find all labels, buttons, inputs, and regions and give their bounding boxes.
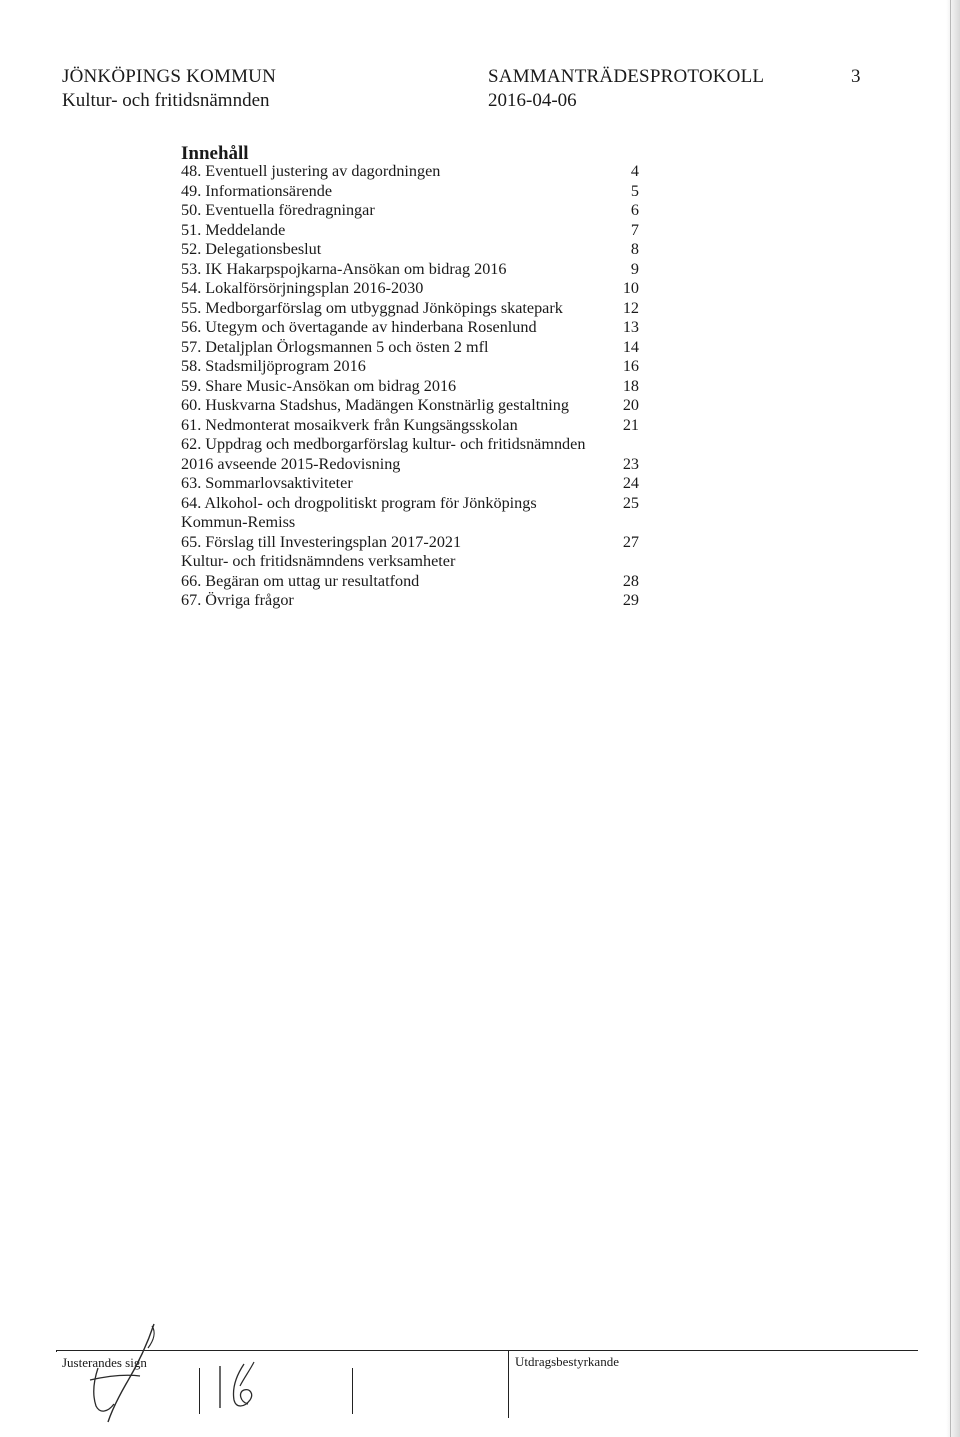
- toc-item-page: 8: [630, 240, 639, 258]
- footer-rule: [56, 1350, 918, 1351]
- toc-item-page: 23: [622, 454, 639, 473]
- signature-label: Justerandes sign: [62, 1355, 147, 1370]
- toc-item-title: 66. Begäran om uttag ur resultatfond: [181, 571, 420, 590]
- toc-item-title: 54. Lokalförsörjningsplan 2016-2030: [181, 279, 424, 297]
- toc-item: [181, 201, 651, 221]
- toc-item-title: 63. Sommarlovsaktiviteter: [181, 474, 353, 492]
- toc-item-title: 67. Övriga frågor: [181, 591, 294, 609]
- toc-item-title: 61. Nedmonterat mosaikverk från Kungsängsskolan: [181, 415, 518, 434]
- toc-item: [181, 221, 651, 241]
- toc-item-title: 51. Meddelande: [181, 220, 286, 239]
- toc-item-page: 29: [622, 591, 639, 609]
- toc-item-title: 52. Delegationsbeslut: [181, 240, 322, 258]
- toc-item-title: 65. Förslag till Investeringsplan 2017-2021: [181, 532, 462, 551]
- handwritten-signature-1: [68, 1318, 178, 1428]
- footer-divider-3: [508, 1350, 509, 1418]
- toc-heading: Innehåll: [181, 143, 249, 164]
- toc-item-page: 18: [622, 376, 639, 395]
- toc-item-page: 5: [630, 181, 639, 200]
- toc-item-title: 50. Eventuella föredragningar: [181, 201, 375, 219]
- toc-item-page: 12: [622, 298, 639, 317]
- toc-item-title: 58. Stadsmiljöprogram 2016: [181, 357, 366, 375]
- toc-item-page: 21: [622, 415, 639, 434]
- toc-item-page: 4: [630, 162, 639, 180]
- toc-item: [181, 377, 651, 397]
- toc-item-page: 16: [622, 357, 639, 375]
- toc-item-page: 13: [622, 318, 639, 336]
- toc-item: [181, 279, 651, 299]
- organization-name: JÖNKÖPINGS KOMMUN: [62, 66, 277, 87]
- table-of-contents: [181, 162, 651, 611]
- toc-item-page: 25: [622, 493, 639, 512]
- toc-item-page: 27: [622, 532, 639, 551]
- toc-item: [181, 162, 651, 182]
- toc-item-page: 9: [630, 259, 639, 278]
- toc-item-title: 56. Utegym och övertagande av hinderbana Rosenlund: [181, 318, 537, 336]
- toc-item-title-continued: Kommun-Remiss: [181, 513, 296, 531]
- toc-item-title: 49. Informationsärende: [181, 181, 333, 200]
- toc-item: [181, 591, 651, 611]
- toc-item: [181, 299, 651, 319]
- page-number: 3: [851, 66, 861, 87]
- toc-item-page: 6: [630, 201, 639, 219]
- certification-label: Utdragsbestyrkande: [515, 1354, 619, 1369]
- toc-item: [181, 338, 651, 358]
- scan-edge-line: [950, 0, 951, 1437]
- toc-item-page: 14: [622, 337, 639, 356]
- toc-item: [181, 416, 651, 436]
- toc-item: [181, 572, 651, 592]
- toc-item-title: 55. Medborgarförslag om utbyggnad Jönköpings skatepark: [181, 298, 563, 317]
- toc-item: [181, 182, 651, 202]
- toc-item-title-continued: Kultur- och fritidsnämndens verksamheter: [181, 552, 456, 570]
- toc-item-title-continued: 2016 avseende 2015-Redovisning: [181, 454, 401, 473]
- toc-item-title: 64. Alkohol- och drogpolitiskt program för Jönköpings: [181, 493, 537, 512]
- toc-item-title: 59. Share Music-Ansökan om bidrag 2016: [181, 376, 457, 395]
- document-type: SAMMANTRÄDESPROTOKOLL: [488, 66, 765, 87]
- toc-item-title: 60. Huskvarna Stadshus, Madängen Konstnärlig gestaltning: [181, 396, 569, 414]
- committee-name: Kultur- och fritidsnämnden: [62, 90, 270, 111]
- toc-item-page: 28: [622, 571, 639, 590]
- toc-item-page: 10: [622, 279, 639, 297]
- toc-item: [181, 396, 651, 416]
- toc-item-title: 62. Uppdrag och medborgarförslag kultur- och fritidsnämnden: [181, 435, 586, 453]
- toc-item-page: 7: [630, 220, 639, 239]
- toc-item: [181, 494, 651, 533]
- footer-divider-2: [352, 1368, 353, 1414]
- document-date: 2016-04-06: [488, 90, 577, 111]
- toc-item: [181, 435, 651, 474]
- footer-divider-1: [199, 1368, 200, 1414]
- toc-item-title: 57. Detaljplan Örlogsmannen 5 och östen 2 mfl: [181, 337, 489, 356]
- toc-item-title: 48. Eventuell justering av dagordningen: [181, 162, 441, 180]
- toc-item-page: 20: [622, 396, 639, 414]
- toc-item: [181, 318, 651, 338]
- footer-rule-left-end: [56, 1350, 57, 1352]
- handwritten-signature-2: [214, 1356, 274, 1416]
- toc-item: [181, 474, 651, 494]
- toc-item: [181, 357, 651, 377]
- scan-edge: [946, 0, 960, 1437]
- toc-item: [181, 240, 651, 260]
- toc-item-title: 53. IK Hakarpspojkarna-Ansökan om bidrag 2016: [181, 259, 507, 278]
- toc-item: [181, 260, 651, 280]
- toc-item-page: 24: [622, 474, 639, 492]
- toc-item: [181, 533, 651, 572]
